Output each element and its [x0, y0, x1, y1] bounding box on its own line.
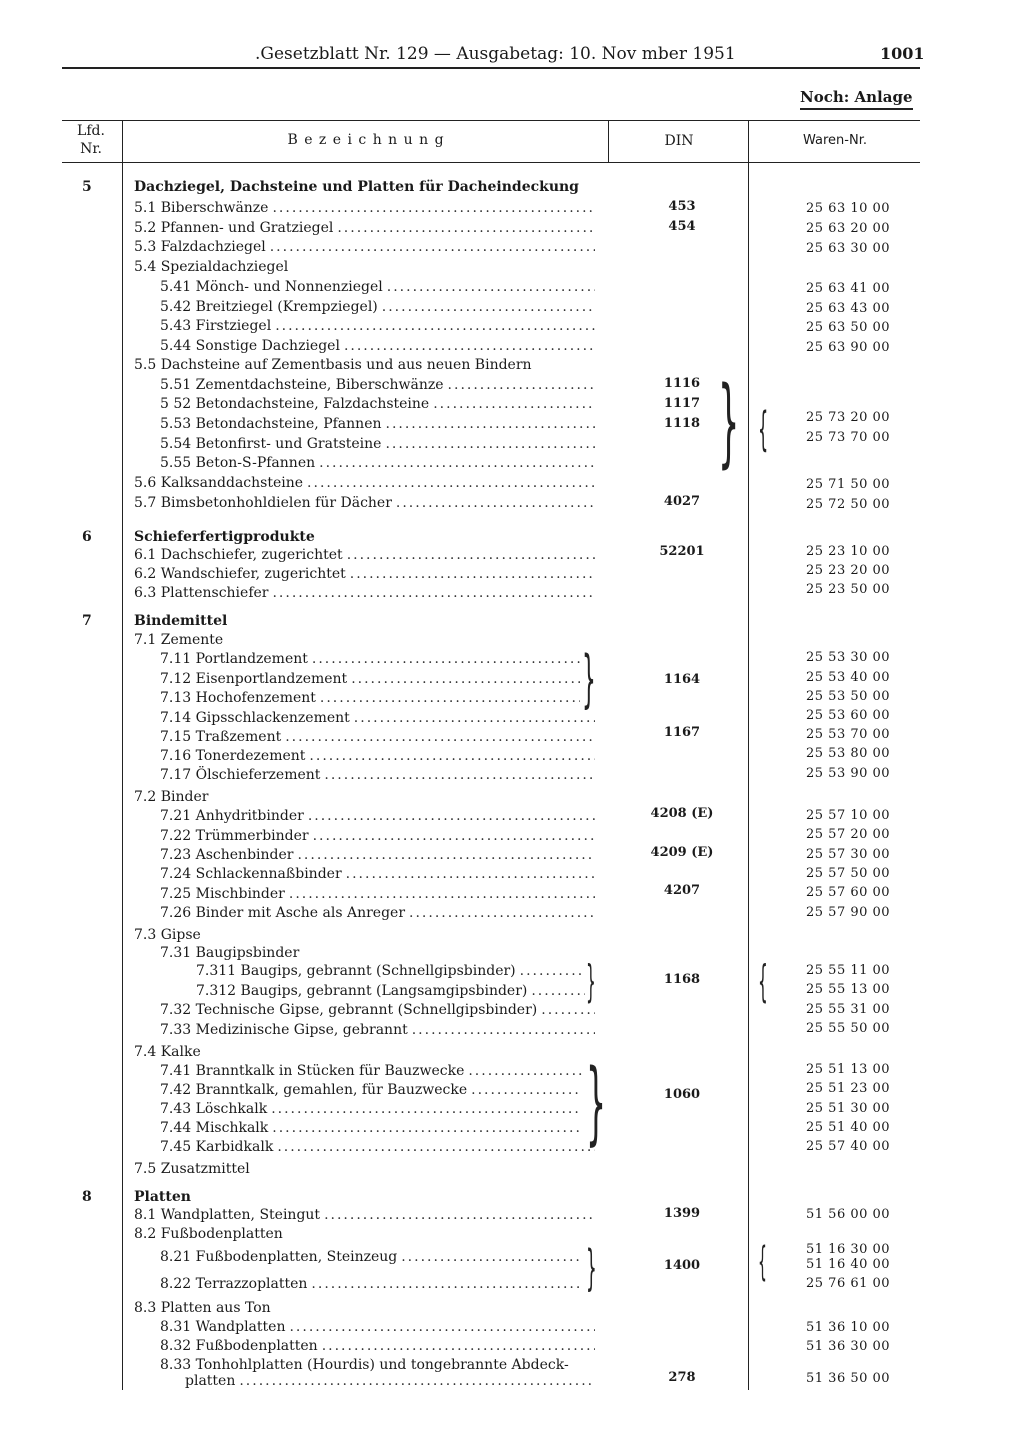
item-label-text: 5.1 Biberschwänze — [134, 200, 269, 216]
column-header-waren-nr: Waren-Nr. — [803, 133, 867, 148]
waren-nr-value: 25 51 13 00 — [806, 1062, 891, 1077]
item-label-text: 7.17 Ölschieferzement — [160, 767, 321, 783]
dot-leader — [409, 904, 595, 922]
item-label — [160, 1119, 582, 1137]
waren-nr-value: 25 57 20 00 — [806, 827, 891, 842]
section-title: Bindemittel — [134, 613, 228, 629]
item-label-text: 8.32 Fußbodenplatten — [160, 1338, 318, 1354]
column-header-bezeichnung: B e z e i c h n u n g — [287, 132, 445, 148]
item-label — [160, 376, 595, 394]
item-label-text: 7.3 Gipse — [134, 927, 201, 943]
item-label — [134, 631, 600, 649]
dot-leader — [270, 238, 595, 256]
item-label-text: 5.51 Zementdachsteine, Biberschwänze — [160, 377, 444, 393]
din-value: 4027 — [663, 494, 701, 509]
item-label — [160, 1062, 582, 1080]
item-label-text: 7.311 Baugips, gebrannt (Schnellgipsbinder) — [196, 963, 516, 979]
waren-nr-value: 25 73 70 00 — [806, 430, 891, 445]
item-label — [160, 944, 600, 962]
waren-nr-value: 25 53 30 00 — [806, 650, 891, 665]
item-label — [134, 1206, 595, 1224]
dot-leader — [311, 1275, 582, 1293]
item-label-text: 7.45 Karbidkalk — [160, 1139, 274, 1155]
item-label-text: 7.4 Kalke — [134, 1044, 201, 1060]
waren-nr-value: 25 53 40 00 — [806, 670, 891, 685]
waren-nr-value: 51 36 10 00 — [806, 1320, 891, 1335]
item-label — [160, 1081, 582, 1099]
waren-nr-value: 25 76 61 00 — [806, 1276, 891, 1291]
waren-nr-value: 25 57 10 00 — [806, 808, 891, 823]
item-label-text: 5.7 Bimsbetonhohldielen für Dächer — [134, 495, 392, 511]
item-label-text: 6.2 Wandschiefer, zugerichtet — [134, 566, 346, 582]
waren-nr-value: 25 63 41 00 — [806, 281, 891, 296]
item-label — [160, 278, 595, 296]
grouping-brace: } — [586, 1050, 607, 1155]
item-label-text: 7.33 Medizinische Gipse, gebrannt — [160, 1022, 408, 1038]
section-number: 8 — [82, 1189, 92, 1205]
item-label-text: 8.2 Fußbodenplatten — [134, 1226, 283, 1242]
item-label — [134, 356, 600, 374]
waren-nr-value: 25 23 50 00 — [806, 582, 891, 597]
item-label — [160, 298, 595, 316]
item-label-text: 5.55 Beton-S-Pfannen — [160, 455, 316, 471]
item-label-text: 7.25 Mischbinder — [160, 886, 285, 902]
item-label — [160, 709, 595, 727]
item-label-text: 7.22 Trümmerbinder — [160, 828, 309, 844]
item-label — [196, 982, 585, 1000]
item-label-text: 7.32 Technische Gipse, gebrannt (Schnellgipsbinder) — [160, 1002, 538, 1018]
waren-nr-value: 25 63 10 00 — [806, 201, 891, 216]
item-label — [160, 395, 595, 413]
item-label-text: 7.43 Löschkalk — [160, 1101, 268, 1117]
waren-nr-value: 25 63 20 00 — [806, 221, 891, 236]
item-label — [134, 565, 595, 583]
din-value: 453 — [668, 199, 696, 214]
dot-leader — [272, 1119, 582, 1137]
item-label — [160, 1021, 595, 1039]
waren-nr-value: 25 63 90 00 — [806, 340, 891, 355]
item-label-text: 5.3 Falzdachziegel — [134, 239, 266, 255]
item-label — [134, 584, 595, 602]
waren-nr-value: 25 57 30 00 — [806, 847, 891, 862]
grouping-brace: } — [586, 1240, 597, 1296]
item-label — [134, 1043, 600, 1061]
item-label-text: 5.44 Sonstige Dachziegel — [160, 338, 340, 354]
din-value: 1400 — [663, 1258, 701, 1273]
din-value: 1118 — [663, 416, 701, 431]
item-label-text: 5.5 Dachsteine auf Zementbasis und aus neuen Bindern — [134, 357, 532, 373]
waren-nr-value: 25 53 70 00 — [806, 727, 891, 742]
dot-leader — [289, 885, 595, 903]
dot-leader — [324, 1206, 595, 1224]
section-title: Schieferfertigprodukte — [134, 529, 315, 545]
item-label-text: 7.44 Mischkalk — [160, 1120, 269, 1136]
item-label — [160, 317, 595, 335]
dot-leader — [271, 1100, 582, 1118]
item-label — [160, 904, 595, 922]
item-label-text: 5 52 Betondachsteine, Falzdachsteine — [160, 396, 430, 412]
waren-nr-value: 25 53 50 00 — [806, 689, 891, 704]
item-label — [160, 337, 595, 355]
item-label-text: 8.3 Platten aus Ton — [134, 1300, 271, 1316]
item-label-text: 8.22 Terrazzoplatten — [160, 1276, 308, 1292]
grouping-brace: } — [586, 956, 596, 1007]
dot-leader — [350, 565, 595, 583]
din-value: 1168 — [663, 972, 701, 987]
dot-leader — [385, 435, 595, 453]
dot-leader — [351, 670, 580, 688]
item-label — [160, 747, 595, 765]
item-label-text: 7.14 Gipsschlackenzement — [160, 710, 350, 726]
item-label-text: 7.1 Zemente — [134, 632, 224, 648]
waren-nr-value: 25 57 40 00 — [806, 1139, 891, 1154]
item-label-text: 5.54 Betonfirst- und Gratsteine — [160, 436, 382, 452]
din-value: 52201 — [659, 544, 705, 559]
waren-nr-value: 25 63 43 00 — [806, 301, 891, 316]
dot-leader — [308, 807, 595, 825]
page-header-title: .Gesetzblatt Nr. 129 — Ausgabetag: 10. Nov mber 1951 — [255, 44, 736, 64]
item-label-text: 7.16 Tonerdezement — [160, 748, 306, 764]
item-label — [160, 827, 595, 845]
item-label — [160, 1275, 582, 1293]
waren-nr-value: 25 55 31 00 — [806, 1002, 891, 1017]
item-label-text: 7.26 Binder mit Asche als Anreger — [160, 905, 406, 921]
item-label — [160, 435, 595, 453]
dot-leader — [272, 199, 595, 217]
waren-nr-value: 51 56 00 00 — [806, 1207, 891, 1222]
item-label — [160, 1100, 582, 1118]
waren-nr-value: 51 16 40 00 — [806, 1257, 891, 1272]
item-label — [160, 846, 595, 864]
item-label — [134, 1160, 600, 1178]
waren-nr-value: 25 57 50 00 — [806, 866, 891, 881]
item-label-text: 7.11 Portlandzement — [160, 651, 308, 667]
column-divider — [748, 120, 749, 1390]
dot-leader — [322, 1337, 595, 1355]
din-value: 1060 — [663, 1087, 701, 1102]
item-label — [134, 546, 595, 564]
item-label — [160, 650, 580, 668]
item-label-text: 7.13 Hochofenzement — [160, 690, 316, 706]
column-header-din: DIN — [664, 133, 694, 149]
item-label-text: 8.1 Wandplatten, Steingut — [134, 1207, 321, 1223]
dot-leader — [324, 766, 595, 784]
dot-leader — [285, 728, 595, 746]
item-label — [185, 1372, 595, 1390]
dot-leader — [312, 650, 580, 668]
grouping-brace: } — [582, 642, 596, 715]
waren-nr-value: 25 63 30 00 — [806, 241, 891, 256]
item-label — [160, 728, 595, 746]
waren-nr-value: 25 51 30 00 — [806, 1101, 891, 1116]
table-header-rule — [62, 162, 920, 163]
item-label — [196, 962, 585, 980]
item-label-text: 7.5 Zusatzmittel — [134, 1161, 250, 1177]
dot-leader — [275, 317, 595, 335]
item-label-text: 7.312 Baugips, gebrannt (Langsamgipsbinder) — [196, 983, 528, 999]
dot-leader — [401, 1248, 582, 1266]
waren-nr-value: 25 55 11 00 — [806, 963, 891, 978]
waren-nr-value: 25 57 90 00 — [806, 905, 891, 920]
item-label — [134, 788, 600, 806]
table-top-rule — [62, 120, 920, 121]
item-label-text: 7.21 Anhydritbinder — [160, 808, 304, 824]
item-label-text: 5.53 Betondachsteine, Pfannen — [160, 416, 382, 432]
grouping-brace: { — [758, 1239, 767, 1285]
item-label-text: 7.15 Traßzement — [160, 729, 282, 745]
waren-nr-value: 25 72 50 00 — [806, 497, 891, 512]
dot-leader — [531, 982, 585, 1000]
item-label — [160, 1001, 595, 1019]
waren-nr-value: 25 23 20 00 — [806, 563, 891, 578]
column-header-lfd-nr: Lfd. Nr. — [77, 123, 105, 157]
dot-leader — [239, 1372, 595, 1390]
item-label — [134, 494, 595, 512]
grouping-brace: { — [758, 956, 768, 1007]
dot-leader — [337, 219, 595, 237]
waren-nr-value: 25 53 60 00 — [806, 708, 891, 723]
item-label-text: 7.12 Eisenportlandzement — [160, 671, 348, 687]
section-number: 6 — [82, 529, 92, 545]
item-label-text: 7.2 Binder — [134, 789, 209, 805]
item-label — [160, 766, 595, 784]
item-label — [160, 1248, 582, 1266]
item-label — [134, 238, 595, 256]
dot-leader — [289, 1318, 595, 1336]
dot-leader — [412, 1021, 595, 1039]
column-divider — [122, 162, 123, 1390]
section-number: 7 — [82, 613, 92, 629]
waren-nr-value: 25 57 60 00 — [806, 885, 891, 900]
item-label — [160, 454, 595, 472]
item-label — [134, 926, 600, 944]
item-label-text: 7.42 Branntkalk, gemahlen, für Bauzwecke — [160, 1082, 468, 1098]
dot-leader — [387, 278, 595, 296]
dot-leader — [307, 474, 595, 492]
waren-nr-value: 51 16 30 00 — [806, 1242, 891, 1257]
dot-leader — [297, 846, 595, 864]
waren-nr-value: 25 51 40 00 — [806, 1120, 891, 1135]
waren-nr-value: 25 51 23 00 — [806, 1081, 891, 1096]
dot-leader — [396, 494, 595, 512]
item-label-text: 6.1 Dachschiefer, zugerichtet — [134, 547, 343, 563]
dot-leader — [320, 689, 580, 707]
dot-leader — [272, 584, 595, 602]
item-label — [134, 474, 595, 492]
dot-leader — [347, 546, 595, 564]
item-label-text: 5.4 Spezialdachziegel — [134, 259, 289, 275]
dot-leader — [354, 709, 595, 727]
waren-nr-value: 25 63 50 00 — [806, 320, 891, 335]
din-value: 278 — [668, 1370, 696, 1385]
item-label-text: 8.31 Wandplatten — [160, 1319, 286, 1335]
item-label-text: 7.23 Aschenbinder — [160, 847, 294, 863]
dot-leader — [277, 1138, 595, 1156]
waren-nr-value: 25 23 10 00 — [806, 544, 891, 559]
column-divider — [608, 120, 609, 162]
noch-anlage-label: Noch: Anlage — [800, 88, 913, 110]
item-label-text: 5.6 Kalksanddachsteine — [134, 475, 304, 491]
section-title: Dachziegel, Dachsteine und Platten für Dacheindeckung — [134, 179, 579, 195]
din-value: 1167 — [663, 725, 701, 740]
din-value: 1117 — [663, 396, 701, 411]
item-label-text: 5.41 Mönch- und Nonnenziegel — [160, 279, 383, 295]
item-label — [134, 199, 595, 217]
dot-leader — [386, 415, 596, 433]
item-label-text: 8.33 Tonhohlplatten (Hourdis) und tongebrannte Abdeck- — [160, 1357, 569, 1373]
item-label — [160, 885, 595, 903]
waren-nr-value: 25 55 50 00 — [806, 1021, 891, 1036]
waren-nr-value: 25 71 50 00 — [806, 477, 891, 492]
item-label-text: 8.21 Fußbodenplatten, Steinzeug — [160, 1249, 398, 1265]
din-value: 4209 (E) — [650, 845, 714, 860]
din-value: 454 — [668, 219, 696, 234]
section-title: Platten — [134, 1189, 191, 1205]
grouping-brace: } — [718, 366, 740, 478]
item-label — [160, 1337, 595, 1355]
item-label-text: 7.24 Schlackennaßbinder — [160, 866, 342, 882]
item-label-text: platten — [185, 1373, 236, 1389]
item-label-text: 7.41 Branntkalk in Stücken für Bauzwecke — [160, 1063, 465, 1079]
dot-leader — [468, 1062, 582, 1080]
item-label — [160, 670, 580, 688]
dot-leader — [346, 865, 595, 883]
item-label — [134, 1299, 600, 1317]
din-value: 1164 — [663, 672, 701, 687]
dot-leader — [433, 395, 595, 413]
item-label — [160, 807, 595, 825]
item-label — [160, 1318, 595, 1336]
item-label-text: 5.43 Firstziegel — [160, 318, 272, 334]
column-divider — [122, 120, 123, 162]
page-number: 1001 — [880, 44, 925, 63]
dot-leader — [319, 454, 595, 472]
waren-nr-value: 51 36 50 00 — [806, 1371, 891, 1386]
section-number: 5 — [82, 179, 92, 195]
item-label — [160, 865, 595, 883]
din-value: 1399 — [663, 1206, 701, 1221]
header-rule — [62, 67, 920, 69]
dot-leader — [382, 298, 595, 316]
waren-nr-value: 25 55 13 00 — [806, 982, 891, 997]
din-value: 1116 — [663, 376, 701, 391]
dot-leader — [520, 962, 585, 980]
item-label-text: 6.3 Plattenschiefer — [134, 585, 269, 601]
dot-leader — [471, 1081, 582, 1099]
grouping-brace: { — [758, 402, 769, 456]
item-label-text: 5.42 Breitziegel (Krempziegel) — [160, 299, 378, 315]
waren-nr-value: 25 53 90 00 — [806, 766, 891, 781]
item-label-text: 7.31 Baugipsbinder — [160, 945, 300, 961]
waren-nr-value: 25 53 80 00 — [806, 746, 891, 761]
item-label — [134, 219, 595, 237]
item-label — [160, 1138, 595, 1156]
dot-leader — [313, 827, 595, 845]
dot-leader — [309, 747, 595, 765]
waren-nr-value: 51 36 30 00 — [806, 1339, 891, 1354]
dot-leader — [448, 376, 595, 394]
item-label — [160, 415, 595, 433]
item-label — [134, 1225, 600, 1243]
item-label — [160, 689, 580, 707]
waren-nr-value: 25 73 20 00 — [806, 410, 891, 425]
dot-leader — [344, 337, 595, 355]
item-label — [134, 258, 600, 276]
item-label-text: 5.2 Pfannen- und Gratziegel — [134, 220, 334, 236]
din-value: 4208 (E) — [650, 806, 714, 821]
din-value: 4207 — [663, 883, 701, 898]
